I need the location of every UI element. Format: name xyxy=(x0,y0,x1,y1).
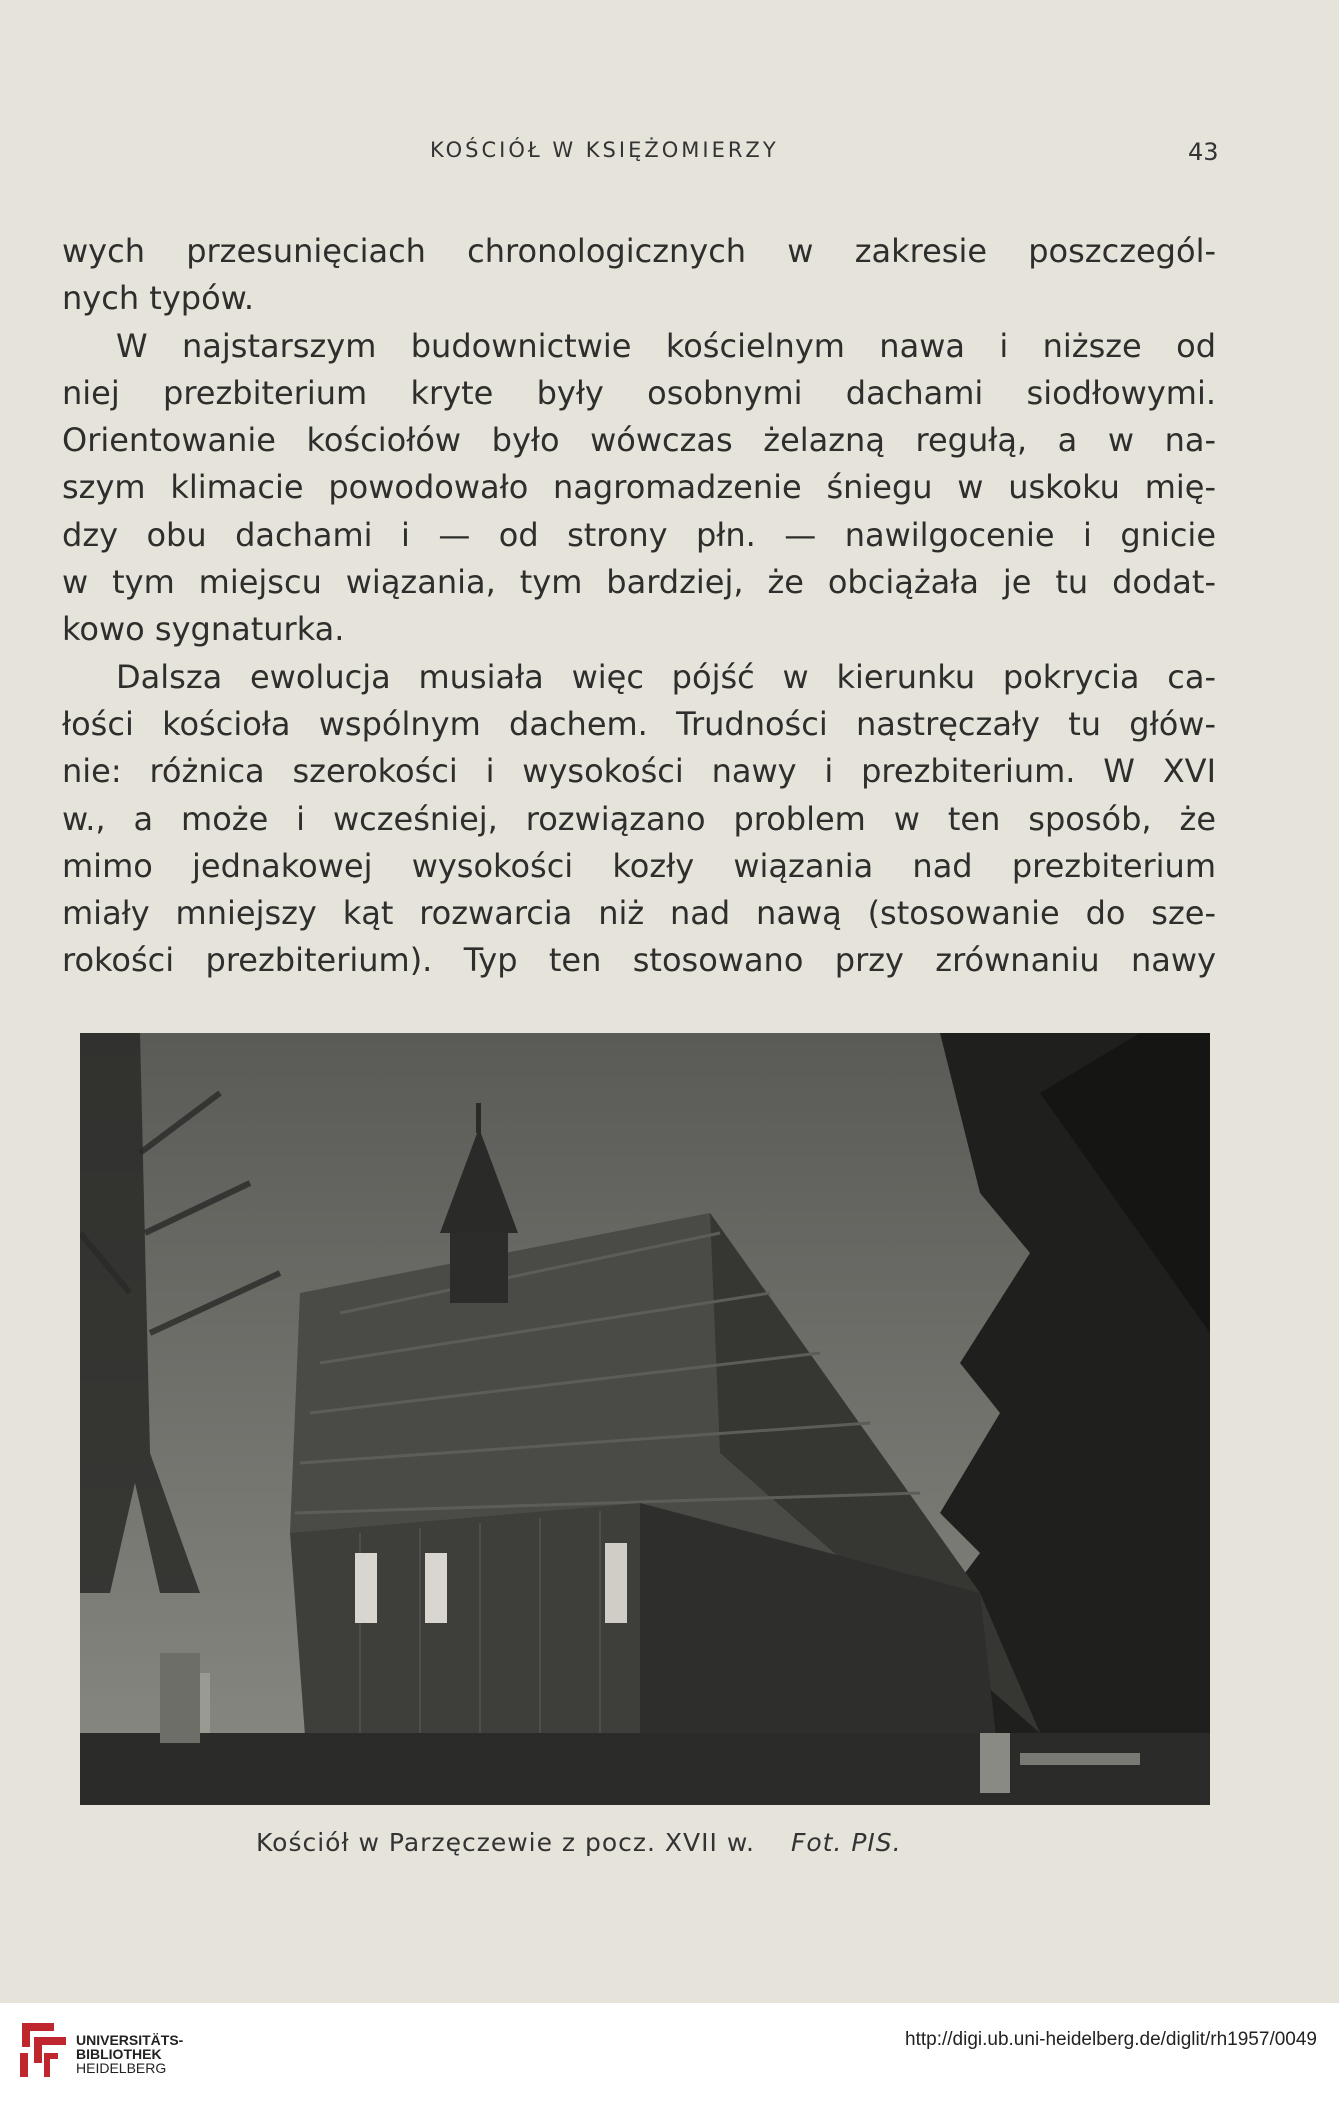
text-line: Orientowanie kościołów było wówczas żelazną regułą, a w na- xyxy=(62,421,1216,460)
text-line: mimo jednakowej wysokości kozły wiązania nad prezbiterium xyxy=(62,846,1216,885)
photo-caption xyxy=(256,1828,902,1857)
running-title: KOŚCIÓŁ W KSIĘŻOMIERZY xyxy=(430,138,779,162)
text-line: wych przesunięciach chronologicznych w zakresie poszczegól- xyxy=(62,232,1216,270)
text-line: szym klimacie powodowało nagromadzenie śniegu w uskoku mię- xyxy=(62,468,1216,507)
library-name xyxy=(76,2033,183,2075)
text-line: Dalsza ewolucja musiała więc pójść w kierunku pokrycia ca- xyxy=(116,657,1216,696)
text-line: kowo sygnaturka. xyxy=(62,610,345,649)
body-text xyxy=(62,228,1216,985)
library-name-line: HEIDELBERG xyxy=(76,2060,167,2076)
library-name-line: BIBLIOTHEK xyxy=(76,2046,162,2062)
text-line: w tym miejscu wiązania, tym bardziej, że obciążała je tu dodat- xyxy=(62,563,1216,602)
library-logo-icon xyxy=(14,2019,74,2083)
text-line: dzy obu dachami i — od strony płn. — nawilgocenie i gnicie xyxy=(62,515,1216,554)
permalink-url[interactable]: http://digi.ub.uni-heidelberg.de/diglit/rh1957/0049 xyxy=(905,2029,1317,2050)
library-name-line: UNIVERSITÄTS- xyxy=(76,2032,184,2048)
church-photo xyxy=(80,1033,1210,1805)
text-line: miały mniejszy kąt rozwarcia niż nad nawą (stosowanie do sze- xyxy=(62,894,1216,933)
text-line: nie: różnica szerokości i wysokości nawy i prezbiterium. W XVI xyxy=(62,752,1216,791)
text-line: niej prezbiterium kryte były osobnymi dachami siodłowymi. xyxy=(62,373,1216,412)
photo-credit: Fot. PIS. xyxy=(790,1828,902,1857)
text-line: rokości prezbiterium). Typ ten stosowano przy zrównaniu nawy xyxy=(62,941,1216,980)
text-line: łości kościoła wspólnym dachem. Trudności nastręczały tu głów- xyxy=(62,704,1216,743)
text-line: nych typów. xyxy=(62,279,255,318)
caption-text: Kościół w Parzęczewie z pocz. XVII w. xyxy=(256,1828,755,1857)
text-line: w., a może i wcześniej, rozwiązano problem w ten sposób, że xyxy=(62,799,1216,838)
text-line: W najstarszym budownictwie kościelnym nawa i niższe od xyxy=(116,326,1216,365)
digitization-footer xyxy=(0,2003,1339,2103)
page-header xyxy=(0,138,1339,168)
page-number: 43 xyxy=(1188,138,1219,166)
